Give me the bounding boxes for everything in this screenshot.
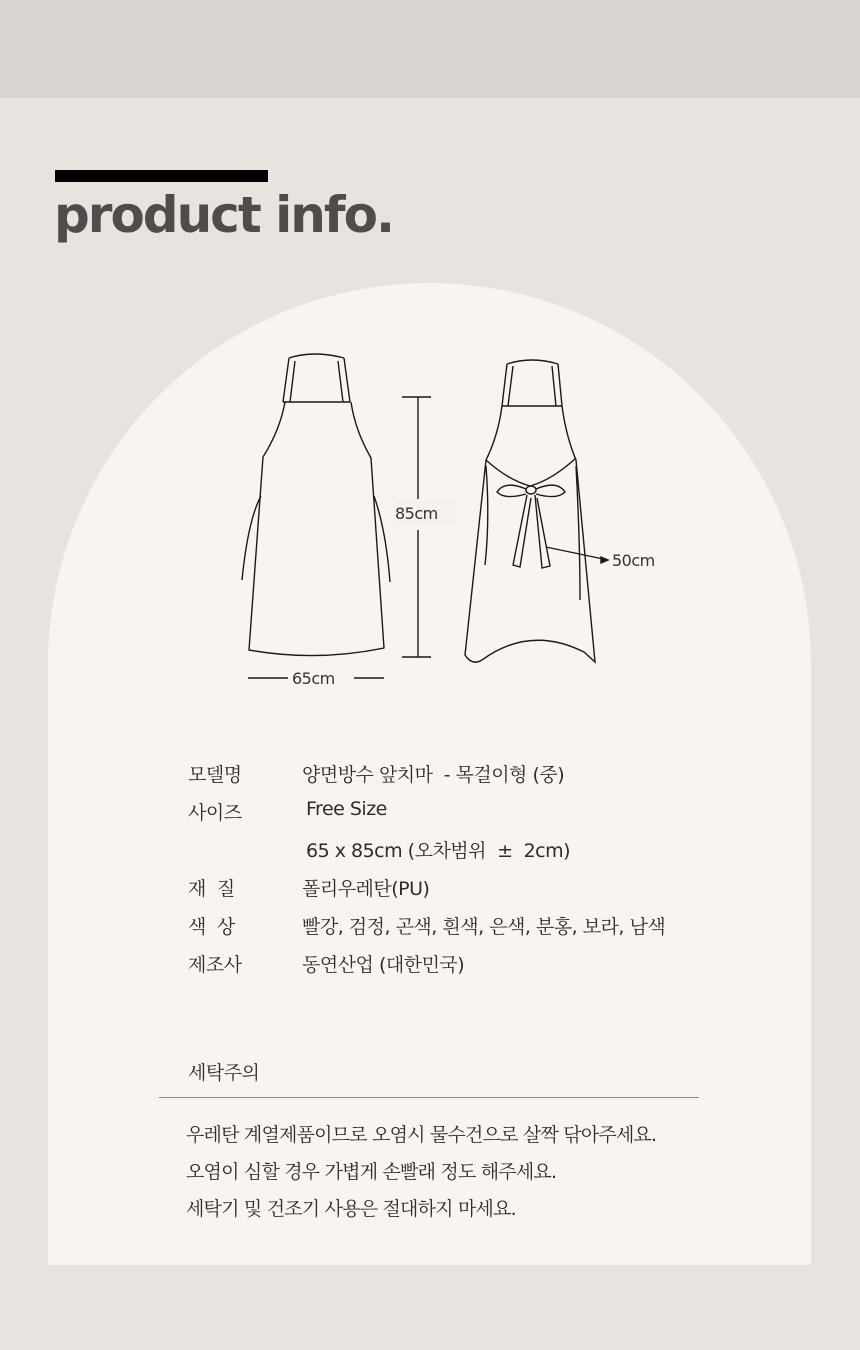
width-label: 65cm xyxy=(292,669,335,688)
spec-row-dimensions xyxy=(188,836,748,874)
spec-label: 재 질 xyxy=(188,878,235,900)
spec-value: 65 x 85cm (오차범위 ± 2cm) xyxy=(306,840,571,862)
care-line: 세탁기 및 건조기 사용은 절대하지 마세요. xyxy=(186,1198,516,1220)
spec-value: 폴리우레탄(PU) xyxy=(302,878,430,900)
height-label: 85cm xyxy=(395,504,438,523)
apron-front-illustration xyxy=(242,354,390,656)
spec-value: 동연산업 (대한민국) xyxy=(302,954,465,976)
spec-value: 양면방수 앞치마 - 목걸이형 (중) xyxy=(302,764,565,786)
spec-row-model xyxy=(188,760,748,798)
spec-row-manufacturer xyxy=(188,950,748,988)
apron-back-illustration xyxy=(465,360,608,662)
spec-value: Free Size xyxy=(306,798,387,820)
care-instructions xyxy=(186,1120,656,1231)
care-line: 우레탄 계열제품이므로 오염시 물수건으로 살짝 닦아주세요. xyxy=(186,1124,657,1146)
spec-row-size xyxy=(188,798,748,836)
care-title: 세탁주의 xyxy=(188,1062,260,1084)
spec-label: 사이즈 xyxy=(188,802,242,824)
spec-label: 색 상 xyxy=(188,916,235,938)
page-title: product info. xyxy=(54,186,393,244)
spec-row-colors xyxy=(188,912,748,950)
spec-label: 모델명 xyxy=(188,764,242,786)
spec-label: 제조사 xyxy=(188,954,242,976)
care-line: 오염이 심할 경우 가볍게 손빨래 정도 해주세요. xyxy=(186,1161,557,1183)
care-divider xyxy=(159,1097,699,1098)
spec-value: 빨강, 검정, 곤색, 흰색, 은색, 분홍, 보라, 남색 xyxy=(302,916,666,938)
strap-length-label: 50cm xyxy=(612,551,655,570)
spec-table xyxy=(188,760,748,988)
spec-row-material xyxy=(188,874,748,912)
